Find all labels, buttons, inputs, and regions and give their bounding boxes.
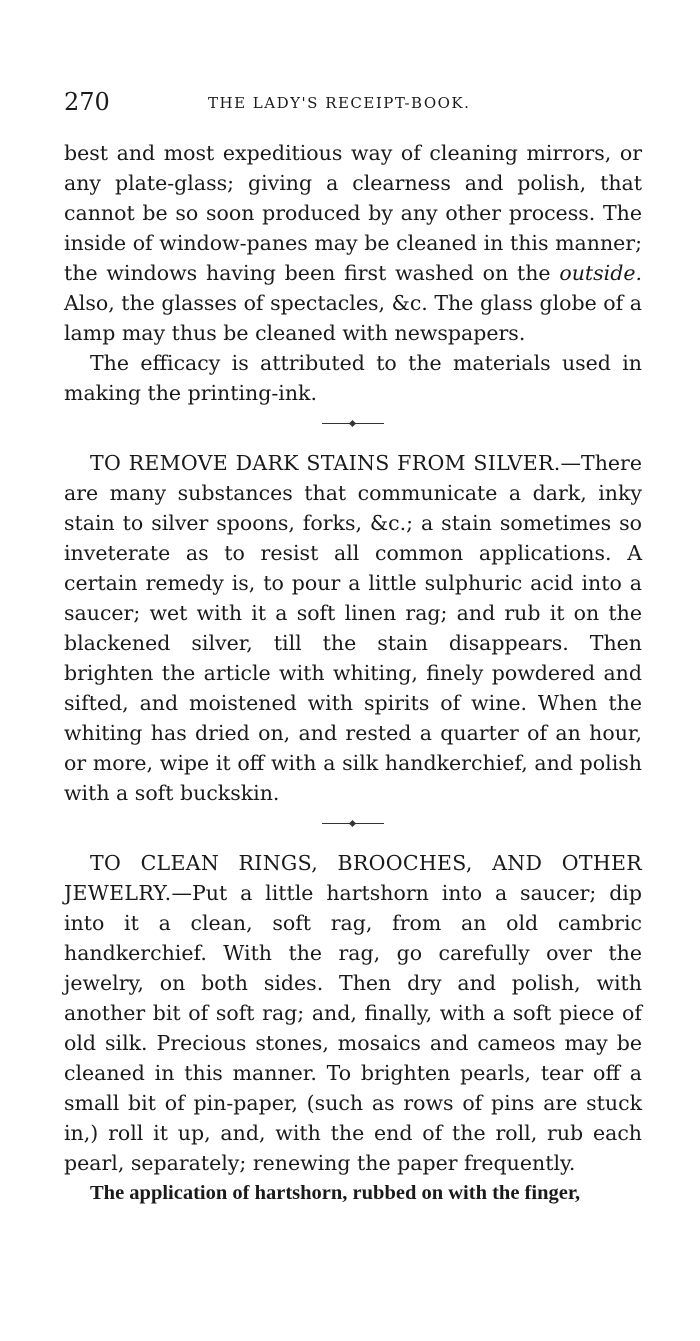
page-header bbox=[64, 88, 642, 120]
paragraph-text: Also, the glasses of spectacles, &c. The glass globe of a lamp may thus be cleaned with newspapers. bbox=[64, 291, 642, 345]
page-number: 270 bbox=[64, 88, 110, 116]
paragraph-efficacy: The efficacy is attributed to the materials used in making the printing-ink. bbox=[64, 351, 642, 405]
paragraph-text: best and most expeditious way of cleaning mirrors, or any plate-glass; giving a clearness and polish, that cannot be so soon produced by any other process. The inside of window-panes may be cleaned in this manner; the windows having been first washed on the bbox=[64, 141, 642, 285]
section-silver-stains bbox=[64, 448, 642, 808]
section-separator bbox=[64, 808, 642, 838]
separator-ornament bbox=[322, 823, 384, 824]
paragraph-mirrors bbox=[64, 138, 642, 348]
section-heading: TO CLEAN RINGS, BROOCHES, AND OTHER JEWELRY. bbox=[64, 851, 642, 905]
section-text: —There are many substances that communicate a dark, inky stain to silver spoons, forks, &c.; a stain sometimes so inveterate as to resist all common applications. A certain remedy is, to pour a little sulphuric acid into a saucer; wet with it a soft linen rag; and rub it on the blackened silver, till the stain disappears. Then brighten the article with whiting, finely powdered and sifted, and moistened with spirits of wine. When the whiting has dried on, and rested a quarter of an hour, or more, wipe it off with a silk handkerchief, and polish with a soft buckskin. bbox=[64, 451, 642, 805]
separator-ornament bbox=[322, 423, 384, 424]
section-clean-jewelry bbox=[64, 848, 642, 1178]
emphasis-text: outside. bbox=[559, 261, 642, 285]
section-text: —Put a little hartshorn into a saucer; dip into it a clean, soft rag, from an old cambric handkerchief. With the rag, go carefully over the jewelry, on both sides. Then dry and polish, with another bit of soft rag; and, finally, with a soft piece of old silk. Precious stones, mosaics and cameos may be cleaned in this manner. To brighten pearls, tear off a small bit of pin-paper, (such as rows of pins are stuck in,) roll it up, and, with the end of the roll, rub each pearl, separately; renewing the paper frequently. bbox=[64, 881, 642, 1175]
page-body bbox=[64, 138, 642, 1208]
paragraph-hartshorn: The application of hartshorn, rubbed on with the finger, bbox=[90, 1182, 581, 1204]
section-heading: TO REMOVE DARK STAINS FROM SILVER. bbox=[90, 451, 561, 475]
section-separator bbox=[64, 408, 642, 438]
running-title: THE LADY'S RECEIPT-BOOK. bbox=[208, 94, 471, 112]
